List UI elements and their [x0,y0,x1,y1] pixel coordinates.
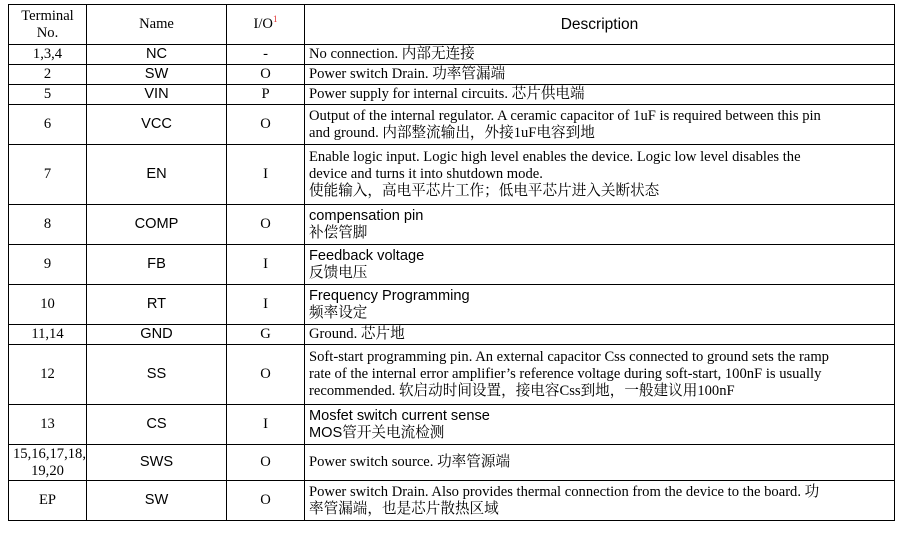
pin-name-cell: RT [87,285,227,325]
io-cell: O [227,445,305,481]
description-line: Frequency Programming [309,287,470,304]
terminal-value: 7 [43,166,52,182]
header-terminal-line1: Terminal [21,7,74,24]
description-line: and ground. 内部整流输出，外接1uF电容到地 [309,124,595,141]
description-line: Power switch source. 功率管源端 [309,454,511,470]
description-cell [305,285,895,325]
description-line: Enable logic input. Logic high level enables the device. Logic low level disables the [309,149,801,165]
table-row [9,405,895,445]
description-cell [305,205,895,245]
description-cell [305,245,895,285]
pin-name-cell: SW [87,481,227,521]
pin-name-cell: SS [87,345,227,405]
header-io-footnote-marker: 1 [272,14,278,25]
header-terminal-line2: No. [36,24,59,41]
terminal-value: 10 [40,296,55,312]
table-row [9,445,895,481]
io-cell: O [227,205,305,245]
pin-name-cell: CS [87,405,227,445]
terminal-value: 1,3,4 [32,46,63,62]
terminal-cell [9,285,87,325]
terminal-value: 6 [43,116,52,132]
description-line: Ground. 芯片地 [309,326,405,342]
pin-name-cell: FB [87,245,227,285]
header-terminal-no [9,5,87,45]
description-line: Output of the internal regulator. A ceramic capacitor of 1uF is required between this pin [309,107,821,124]
table-row [9,285,895,325]
terminal-cell [9,325,87,345]
terminal-cell [9,65,87,85]
io-cell: P [227,85,305,105]
io-cell: - [227,45,305,65]
pin-name-cell: EN [87,145,227,205]
table-row [9,345,895,405]
terminal-value: 9 [43,256,52,272]
description-line: 反馈电压 [309,264,368,281]
io-cell: I [227,285,305,325]
table-row [9,65,895,85]
description-cell [305,45,895,65]
terminal-cell [9,105,87,145]
description-line: rate of the internal error amplifier’s reference voltage during soft-start, 100nF is usually [309,366,822,382]
terminal-cell [9,345,87,405]
pin-description-table [8,4,895,521]
io-cell: O [227,481,305,521]
header-name: Name [87,5,227,45]
table-row [9,245,895,285]
terminal-value: 12 [40,366,55,382]
table-row [9,205,895,245]
description-line: 频率设定 [309,304,368,321]
pin-name-cell: GND [87,325,227,345]
io-cell: I [227,145,305,205]
terminal-cell [9,481,87,521]
terminal-value: 8 [43,216,52,232]
terminal-cell [9,85,87,105]
io-cell: I [227,405,305,445]
description-line: Power switch Drain. 功率管漏端 [309,66,506,82]
description-line: Soft-start programming pin. An external capacitor Css connected to ground sets the ramp [309,349,829,365]
header-io [227,5,305,45]
description-line: device and turns it into shutdown mode. [309,166,543,182]
description-cell [305,65,895,85]
table-row [9,85,895,105]
terminal-value: 2 [43,66,52,82]
description-line: Mosfet switch current sense [309,407,490,424]
pin-name-cell: NC [87,45,227,65]
description-cell [305,445,895,481]
description-line: 补偿管脚 [309,224,368,241]
header-io-label: I/O [253,16,273,32]
terminal-cell [9,445,87,481]
description-line: 率管漏端，也是芯片散热区域 [309,500,499,517]
table-row [9,481,895,521]
terminal-cell [9,145,87,205]
pin-name-cell: SW [87,65,227,85]
terminal-value: EP [38,492,57,508]
description-cell [305,481,895,521]
terminal-cell [9,245,87,285]
description-line: Power supply for internal circuits. 芯片供电端 [309,86,585,102]
pin-name-cell: COMP [87,205,227,245]
table-header-row [9,5,895,45]
pin-name-cell: VCC [87,105,227,145]
terminal-cell [9,205,87,245]
description-cell [305,345,895,405]
terminal-value: 11,14 [31,326,64,342]
io-cell: O [227,345,305,405]
description-cell [305,405,895,445]
terminal-value: 15,16,17,18, [13,445,86,462]
terminal-value: 5 [43,86,52,102]
io-cell: I [227,245,305,285]
table-row [9,325,895,345]
description-cell [305,85,895,105]
io-cell: G [227,325,305,345]
description-cell [305,325,895,345]
description-line: MOS管开关电流检测 [309,424,445,441]
description-line: No connection. 内部无连接 [309,46,475,62]
terminal-cell [9,45,87,65]
terminal-value: 13 [40,416,55,432]
terminal-value: 19,20 [31,462,64,479]
table-row [9,145,895,205]
pin-name-cell: VIN [87,85,227,105]
terminal-cell [9,405,87,445]
description-line: Feedback voltage [309,247,425,264]
description-line: recommended. 软启动时间设置，接电容Css到地，一般建议用100nF [309,383,735,399]
table-row [9,45,895,65]
pin-name-cell: SWS [87,445,227,481]
header-description: Description [305,5,895,45]
io-cell: O [227,105,305,145]
description-line: compensation pin [309,207,424,224]
io-cell: O [227,65,305,85]
description-cell [305,105,895,145]
description-line: 使能输入，高电平芯片工作；低电平芯片进入关断状态 [309,183,660,199]
table-row [9,105,895,145]
description-cell [305,145,895,205]
description-line: Power switch Drain. Also provides thermal connection from the device to the board. 功 [309,483,820,500]
